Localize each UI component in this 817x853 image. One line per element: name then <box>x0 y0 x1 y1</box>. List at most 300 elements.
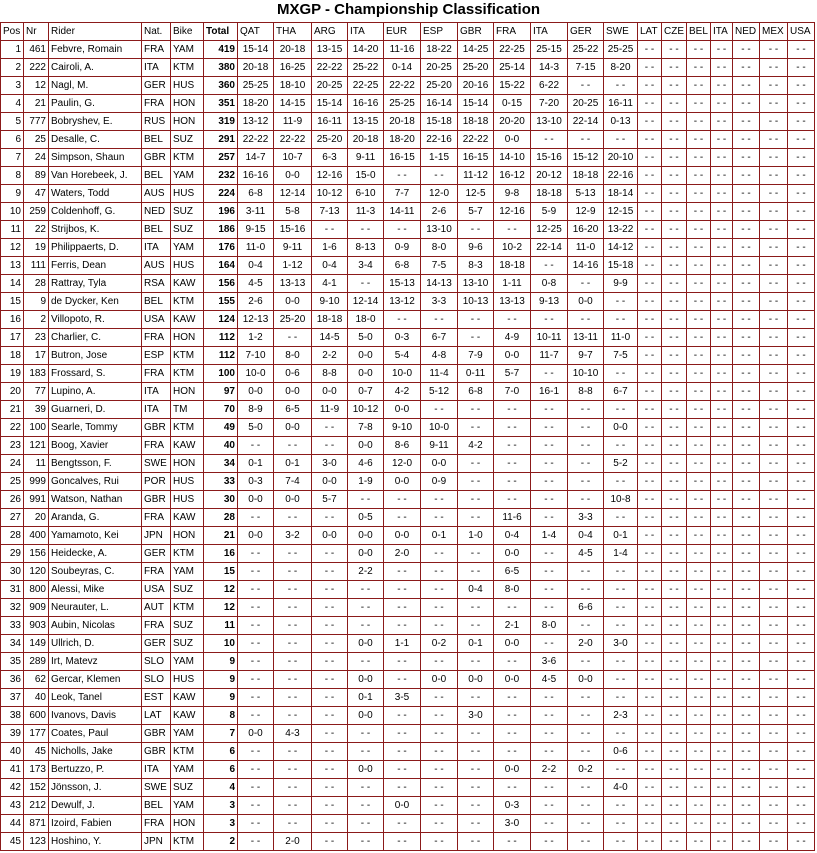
round-result-cell: - - <box>458 689 494 707</box>
round-result-cell: - - <box>238 653 274 671</box>
bike-cell: SUZ <box>171 617 204 635</box>
round-result-cell: - - <box>312 797 348 815</box>
round-result-cell: - - <box>788 491 815 509</box>
round-result-cell: 11-0 <box>568 239 604 257</box>
round-result-cell: 0-8 <box>531 275 568 293</box>
bike-cell: HON <box>171 815 204 833</box>
round-result-cell: 10-2 <box>494 239 531 257</box>
round-result-cell: - - <box>568 581 604 599</box>
round-result-cell: - - <box>604 77 638 95</box>
pos-cell: 8 <box>1 167 24 185</box>
rider-cell: Bertuzzo, P. <box>49 761 142 779</box>
nat-cell: ITA <box>142 383 171 401</box>
round-result-cell: - - <box>788 653 815 671</box>
round-result-cell: - - <box>638 401 662 419</box>
rider-cell: Paulin, G. <box>49 95 142 113</box>
round-result-cell: 4-8 <box>421 347 458 365</box>
nat-cell: USA <box>142 311 171 329</box>
round-result-cell: 13-10 <box>421 221 458 239</box>
round-result-cell: - - <box>733 383 760 401</box>
table-row <box>1 257 815 275</box>
round-result-cell: - - <box>421 797 458 815</box>
round-result-cell: 13-15 <box>312 41 348 59</box>
round-result-cell: 16-15 <box>458 149 494 167</box>
round-result-cell: - - <box>458 815 494 833</box>
round-result-cell: - - <box>348 221 384 239</box>
round-result-cell: - - <box>687 527 711 545</box>
round-result-cell: - - <box>760 311 788 329</box>
round-result-cell: - - <box>568 617 604 635</box>
round-result-cell: - - <box>711 545 733 563</box>
bike-cell: HON <box>171 329 204 347</box>
bike-cell: YAM <box>171 563 204 581</box>
round-result-cell: - - <box>733 527 760 545</box>
pos-cell: 29 <box>1 545 24 563</box>
round-result-cell: - - <box>760 581 788 599</box>
round-result-cell: 0-4 <box>312 257 348 275</box>
round-result-cell: 11-16 <box>384 41 421 59</box>
round-result-cell: - - <box>421 401 458 419</box>
table-row <box>1 653 815 671</box>
round-result-cell: - - <box>788 383 815 401</box>
round-result-cell: - - <box>760 203 788 221</box>
round-result-cell: - - <box>531 131 568 149</box>
round-result-cell: 6-22 <box>531 77 568 95</box>
round-result-cell: 15-14 <box>238 41 274 59</box>
round-result-cell: 0-14 <box>384 59 421 77</box>
round-result-cell: 18-20 <box>384 131 421 149</box>
pos-cell: 13 <box>1 257 24 275</box>
total-cell: 40 <box>204 437 238 455</box>
round-result-cell: 18-18 <box>458 113 494 131</box>
round-result-cell: - - <box>238 599 274 617</box>
round-result-cell: 3-0 <box>312 455 348 473</box>
round-result-cell: - - <box>733 311 760 329</box>
round-result-cell: - - <box>568 419 604 437</box>
nat-cell: AUT <box>142 599 171 617</box>
round-result-cell: - - <box>604 797 638 815</box>
round-result-cell: 0-4 <box>494 527 531 545</box>
round-result-cell: - - <box>238 563 274 581</box>
total-cell: 33 <box>204 473 238 491</box>
table-row <box>1 203 815 221</box>
round-result-cell: - - <box>788 401 815 419</box>
nr-cell: 47 <box>24 185 49 203</box>
round-result-cell: - - <box>760 473 788 491</box>
nat-cell: BEL <box>142 293 171 311</box>
pos-cell: 18 <box>1 347 24 365</box>
round-result-cell: - - <box>711 383 733 401</box>
round-result-cell: - - <box>531 491 568 509</box>
pos-cell: 10 <box>1 203 24 221</box>
round-result-cell: 20-25 <box>312 77 348 95</box>
round-result-cell: - - <box>711 689 733 707</box>
round-result-cell: - - <box>384 671 421 689</box>
round-result-cell: - - <box>733 203 760 221</box>
round-result-cell: 0-0 <box>494 131 531 149</box>
rider-cell: Waters, Todd <box>49 185 142 203</box>
round-result-cell: - - <box>638 509 662 527</box>
round-result-cell: - - <box>662 563 687 581</box>
round-result-cell: - - <box>604 671 638 689</box>
table-row <box>1 707 815 725</box>
round-result-cell: - - <box>733 41 760 59</box>
round-result-cell: - - <box>458 725 494 743</box>
round-result-cell: 9-15 <box>238 221 274 239</box>
total-cell: 34 <box>204 455 238 473</box>
round-result-cell: - - <box>662 581 687 599</box>
table-row <box>1 833 815 851</box>
pos-cell: 31 <box>1 581 24 599</box>
table-row <box>1 725 815 743</box>
round-result-cell: 5-7 <box>458 203 494 221</box>
round-result-cell: - - <box>733 455 760 473</box>
round-result-cell: - - <box>662 365 687 383</box>
round-result-cell: - - <box>662 617 687 635</box>
round-result-cell: - - <box>733 815 760 833</box>
bike-cell: KTM <box>171 743 204 761</box>
round-result-cell: 2-0 <box>384 545 421 563</box>
round-result-cell: - - <box>788 815 815 833</box>
round-result-cell: 0-4 <box>238 257 274 275</box>
total-cell: 164 <box>204 257 238 275</box>
round-result-cell: - - <box>760 95 788 113</box>
round-result-cell: - - <box>711 707 733 725</box>
round-result-cell: 20-12 <box>531 167 568 185</box>
nr-cell: 259 <box>24 203 49 221</box>
round-result-cell: 4-5 <box>531 671 568 689</box>
round-result-cell: - - <box>711 797 733 815</box>
round-result-cell: - - <box>711 833 733 851</box>
nat-cell: FRA <box>142 509 171 527</box>
round-result-cell: - - <box>733 419 760 437</box>
round-result-cell: 5-0 <box>238 419 274 437</box>
nat-cell: FRA <box>142 95 171 113</box>
round-result-cell: - - <box>638 167 662 185</box>
round-result-cell: - - <box>638 797 662 815</box>
total-cell: 380 <box>204 59 238 77</box>
round-result-cell: 7-13 <box>312 203 348 221</box>
nr-cell: 62 <box>24 671 49 689</box>
round-result-cell: - - <box>662 131 687 149</box>
nat-cell: SLO <box>142 671 171 689</box>
total-cell: 28 <box>204 509 238 527</box>
rider-cell: Boog, Xavier <box>49 437 142 455</box>
nat-cell: FRA <box>142 437 171 455</box>
round-result-cell: - - <box>421 563 458 581</box>
round-result-cell: - - <box>733 761 760 779</box>
round-result-cell: 3-3 <box>568 509 604 527</box>
round-result-cell: 0-3 <box>238 473 274 491</box>
round-result-cell: - - <box>687 689 711 707</box>
round-result-cell: 6-8 <box>238 185 274 203</box>
round-result-cell: 10-0 <box>384 365 421 383</box>
round-result-cell: - - <box>421 833 458 851</box>
round-result-cell: 0-0 <box>494 635 531 653</box>
round-result-cell: - - <box>687 185 711 203</box>
round-result-cell: 16-1 <box>531 383 568 401</box>
rider-cell: Ferris, Dean <box>49 257 142 275</box>
round-result-cell: 9-9 <box>604 275 638 293</box>
round-result-cell: - - <box>238 689 274 707</box>
round-result-cell: 4-3 <box>274 725 312 743</box>
round-result-cell: - - <box>711 653 733 671</box>
round-result-cell: 2-2 <box>312 347 348 365</box>
pos-cell: 41 <box>1 761 24 779</box>
round-result-cell: - - <box>687 455 711 473</box>
round-result-cell: - - <box>687 491 711 509</box>
round-result-cell: 8-0 <box>531 617 568 635</box>
round-result-cell: - - <box>711 635 733 653</box>
bike-cell: HUS <box>171 473 204 491</box>
round-result-cell: - - <box>788 527 815 545</box>
round-result-cell: 1-4 <box>531 527 568 545</box>
nr-cell: 17 <box>24 347 49 365</box>
table-row <box>1 347 815 365</box>
total-cell: 224 <box>204 185 238 203</box>
round-result-cell: - - <box>733 95 760 113</box>
header-bike: Bike <box>171 23 204 41</box>
round-result-cell: 0-0 <box>494 671 531 689</box>
total-cell: 176 <box>204 239 238 257</box>
round-result-cell: - - <box>788 239 815 257</box>
round-result-cell: 20-18 <box>384 113 421 131</box>
pos-cell: 22 <box>1 419 24 437</box>
round-result-cell: - - <box>662 473 687 491</box>
round-result-cell: - - <box>733 347 760 365</box>
round-result-cell: - - <box>312 689 348 707</box>
round-result-cell: - - <box>458 545 494 563</box>
round-result-cell: 12-16 <box>494 203 531 221</box>
page-title: MXGP - Championship Classification <box>276 1 541 18</box>
round-result-cell: - - <box>274 437 312 455</box>
round-result-cell: 0-0 <box>384 797 421 815</box>
round-result-cell: - - <box>687 815 711 833</box>
round-result-cell: 0-0 <box>348 707 384 725</box>
round-result-cell: - - <box>711 95 733 113</box>
round-result-cell: 13-22 <box>604 221 638 239</box>
header-round: NED <box>733 23 760 41</box>
round-result-cell: - - <box>711 167 733 185</box>
bike-cell: KTM <box>171 59 204 77</box>
rider-cell: Villopoto, R. <box>49 311 142 329</box>
nat-cell: FRA <box>142 815 171 833</box>
round-result-cell: - - <box>662 743 687 761</box>
round-result-cell: - - <box>458 743 494 761</box>
round-result-cell: - - <box>638 347 662 365</box>
round-result-cell: 25-25 <box>384 95 421 113</box>
round-result-cell: - - <box>312 653 348 671</box>
rider-cell: Hoshino, Y. <box>49 833 142 851</box>
round-result-cell: 25-22 <box>568 41 604 59</box>
round-result-cell: - - <box>604 401 638 419</box>
table-row <box>1 95 815 113</box>
round-result-cell: - - <box>687 257 711 275</box>
round-result-cell: 1-9 <box>348 473 384 491</box>
round-result-cell: 25-15 <box>531 41 568 59</box>
bike-cell: HON <box>171 95 204 113</box>
round-result-cell: - - <box>760 815 788 833</box>
pos-cell: 14 <box>1 275 24 293</box>
round-result-cell: - - <box>312 833 348 851</box>
round-result-cell: 0-2 <box>568 761 604 779</box>
round-result-cell: 10-12 <box>312 185 348 203</box>
nat-cell: FRA <box>142 41 171 59</box>
round-result-cell: 11-7 <box>531 347 568 365</box>
round-result-cell: - - <box>760 275 788 293</box>
rider-cell: Ullrich, D. <box>49 635 142 653</box>
round-result-cell: - - <box>733 401 760 419</box>
round-result-cell: 0-0 <box>494 545 531 563</box>
round-result-cell: - - <box>568 725 604 743</box>
round-result-cell: 12-9 <box>568 203 604 221</box>
round-result-cell: - - <box>662 401 687 419</box>
pos-cell: 38 <box>1 707 24 725</box>
round-result-cell: - - <box>531 689 568 707</box>
round-result-cell: - - <box>788 41 815 59</box>
round-result-cell: - - <box>711 401 733 419</box>
round-result-cell: - - <box>604 473 638 491</box>
round-result-cell: - - <box>531 743 568 761</box>
nat-cell: ITA <box>142 59 171 77</box>
round-result-cell: 13-12 <box>238 113 274 131</box>
round-result-cell: - - <box>711 329 733 347</box>
round-result-cell: 6-8 <box>458 383 494 401</box>
round-result-cell: - - <box>568 833 604 851</box>
round-result-cell: 14-11 <box>384 203 421 221</box>
total-cell: 15 <box>204 563 238 581</box>
round-result-cell: - - <box>687 329 711 347</box>
round-result-cell: - - <box>348 491 384 509</box>
total-cell: 3 <box>204 797 238 815</box>
round-result-cell: - - <box>638 599 662 617</box>
round-result-cell: - - <box>760 707 788 725</box>
round-result-cell: - - <box>638 203 662 221</box>
nr-cell: 123 <box>24 833 49 851</box>
round-result-cell: 20-25 <box>421 59 458 77</box>
round-result-cell: - - <box>760 545 788 563</box>
round-result-cell: - - <box>662 437 687 455</box>
round-result-cell: 0-6 <box>604 743 638 761</box>
rider-cell: Charlier, C. <box>49 329 142 347</box>
round-result-cell: - - <box>687 509 711 527</box>
round-result-cell: - - <box>662 221 687 239</box>
round-result-cell: - - <box>760 347 788 365</box>
table-row <box>1 329 815 347</box>
round-result-cell: - - <box>384 815 421 833</box>
round-result-cell: - - <box>638 761 662 779</box>
round-result-cell: - - <box>312 671 348 689</box>
total-cell: 30 <box>204 491 238 509</box>
rider-cell: Jönsson, J. <box>49 779 142 797</box>
round-result-cell: - - <box>788 347 815 365</box>
round-result-cell: 20-18 <box>238 59 274 77</box>
nat-cell: FRA <box>142 329 171 347</box>
table-row <box>1 41 815 59</box>
total-cell: 10 <box>204 635 238 653</box>
round-result-cell: - - <box>238 509 274 527</box>
total-cell: 7 <box>204 725 238 743</box>
table-row <box>1 455 815 473</box>
round-result-cell: - - <box>531 455 568 473</box>
round-result-cell: - - <box>274 599 312 617</box>
round-result-cell: 5-2 <box>604 455 638 473</box>
round-result-cell: - - <box>687 347 711 365</box>
bike-cell: SUZ <box>171 635 204 653</box>
table-row <box>1 617 815 635</box>
rider-cell: Heidecke, A. <box>49 545 142 563</box>
round-result-cell: - - <box>494 689 531 707</box>
round-result-cell: 20-10 <box>604 149 638 167</box>
round-result-cell: - - <box>687 437 711 455</box>
round-result-cell: - - <box>312 815 348 833</box>
round-result-cell: - - <box>760 635 788 653</box>
round-result-cell: 6-10 <box>348 185 384 203</box>
rider-cell: Strijbos, K. <box>49 221 142 239</box>
round-result-cell: - - <box>733 239 760 257</box>
nr-cell: 212 <box>24 797 49 815</box>
total-cell: 21 <box>204 527 238 545</box>
round-result-cell: - - <box>788 545 815 563</box>
nr-cell: 222 <box>24 59 49 77</box>
round-result-cell: 0-0 <box>494 347 531 365</box>
round-result-cell: - - <box>733 491 760 509</box>
round-result-cell: - - <box>312 761 348 779</box>
round-result-cell: - - <box>687 59 711 77</box>
round-result-cell: 0-0 <box>238 527 274 545</box>
round-result-cell: 13-10 <box>458 275 494 293</box>
round-result-cell: 3-11 <box>238 203 274 221</box>
round-result-cell: - - <box>638 473 662 491</box>
round-result-cell: - - <box>384 167 421 185</box>
nr-cell: 991 <box>24 491 49 509</box>
round-result-cell: - - <box>604 761 638 779</box>
round-result-cell: - - <box>711 59 733 77</box>
round-result-cell: - - <box>458 653 494 671</box>
pos-cell: 35 <box>1 653 24 671</box>
round-result-cell: - - <box>458 221 494 239</box>
round-result-cell: 11-9 <box>274 113 312 131</box>
round-result-cell: - - <box>638 833 662 851</box>
nr-cell: 89 <box>24 167 49 185</box>
total-cell: 257 <box>204 149 238 167</box>
round-result-cell: - - <box>238 707 274 725</box>
nr-cell: 40 <box>24 689 49 707</box>
round-result-cell: - - <box>421 689 458 707</box>
round-result-cell: 4-1 <box>312 275 348 293</box>
round-result-cell: - - <box>760 527 788 545</box>
round-result-cell: - - <box>274 761 312 779</box>
table-row <box>1 437 815 455</box>
nr-cell: 177 <box>24 725 49 743</box>
round-result-cell: - - <box>788 221 815 239</box>
header-round: CZE <box>662 23 687 41</box>
round-result-cell: 9-11 <box>274 239 312 257</box>
bike-cell: SUZ <box>171 581 204 599</box>
round-result-cell: 0-0 <box>421 455 458 473</box>
round-result-cell: - - <box>788 59 815 77</box>
bike-cell: HON <box>171 527 204 545</box>
round-result-cell: - - <box>711 131 733 149</box>
round-result-cell: - - <box>638 221 662 239</box>
pos-cell: 40 <box>1 743 24 761</box>
round-result-cell: 8-13 <box>348 239 384 257</box>
round-result-cell: - - <box>638 653 662 671</box>
round-result-cell: 0-0 <box>384 401 421 419</box>
round-result-cell: 12-15 <box>604 203 638 221</box>
round-result-cell: - - <box>604 365 638 383</box>
round-result-cell: 0-0 <box>274 167 312 185</box>
